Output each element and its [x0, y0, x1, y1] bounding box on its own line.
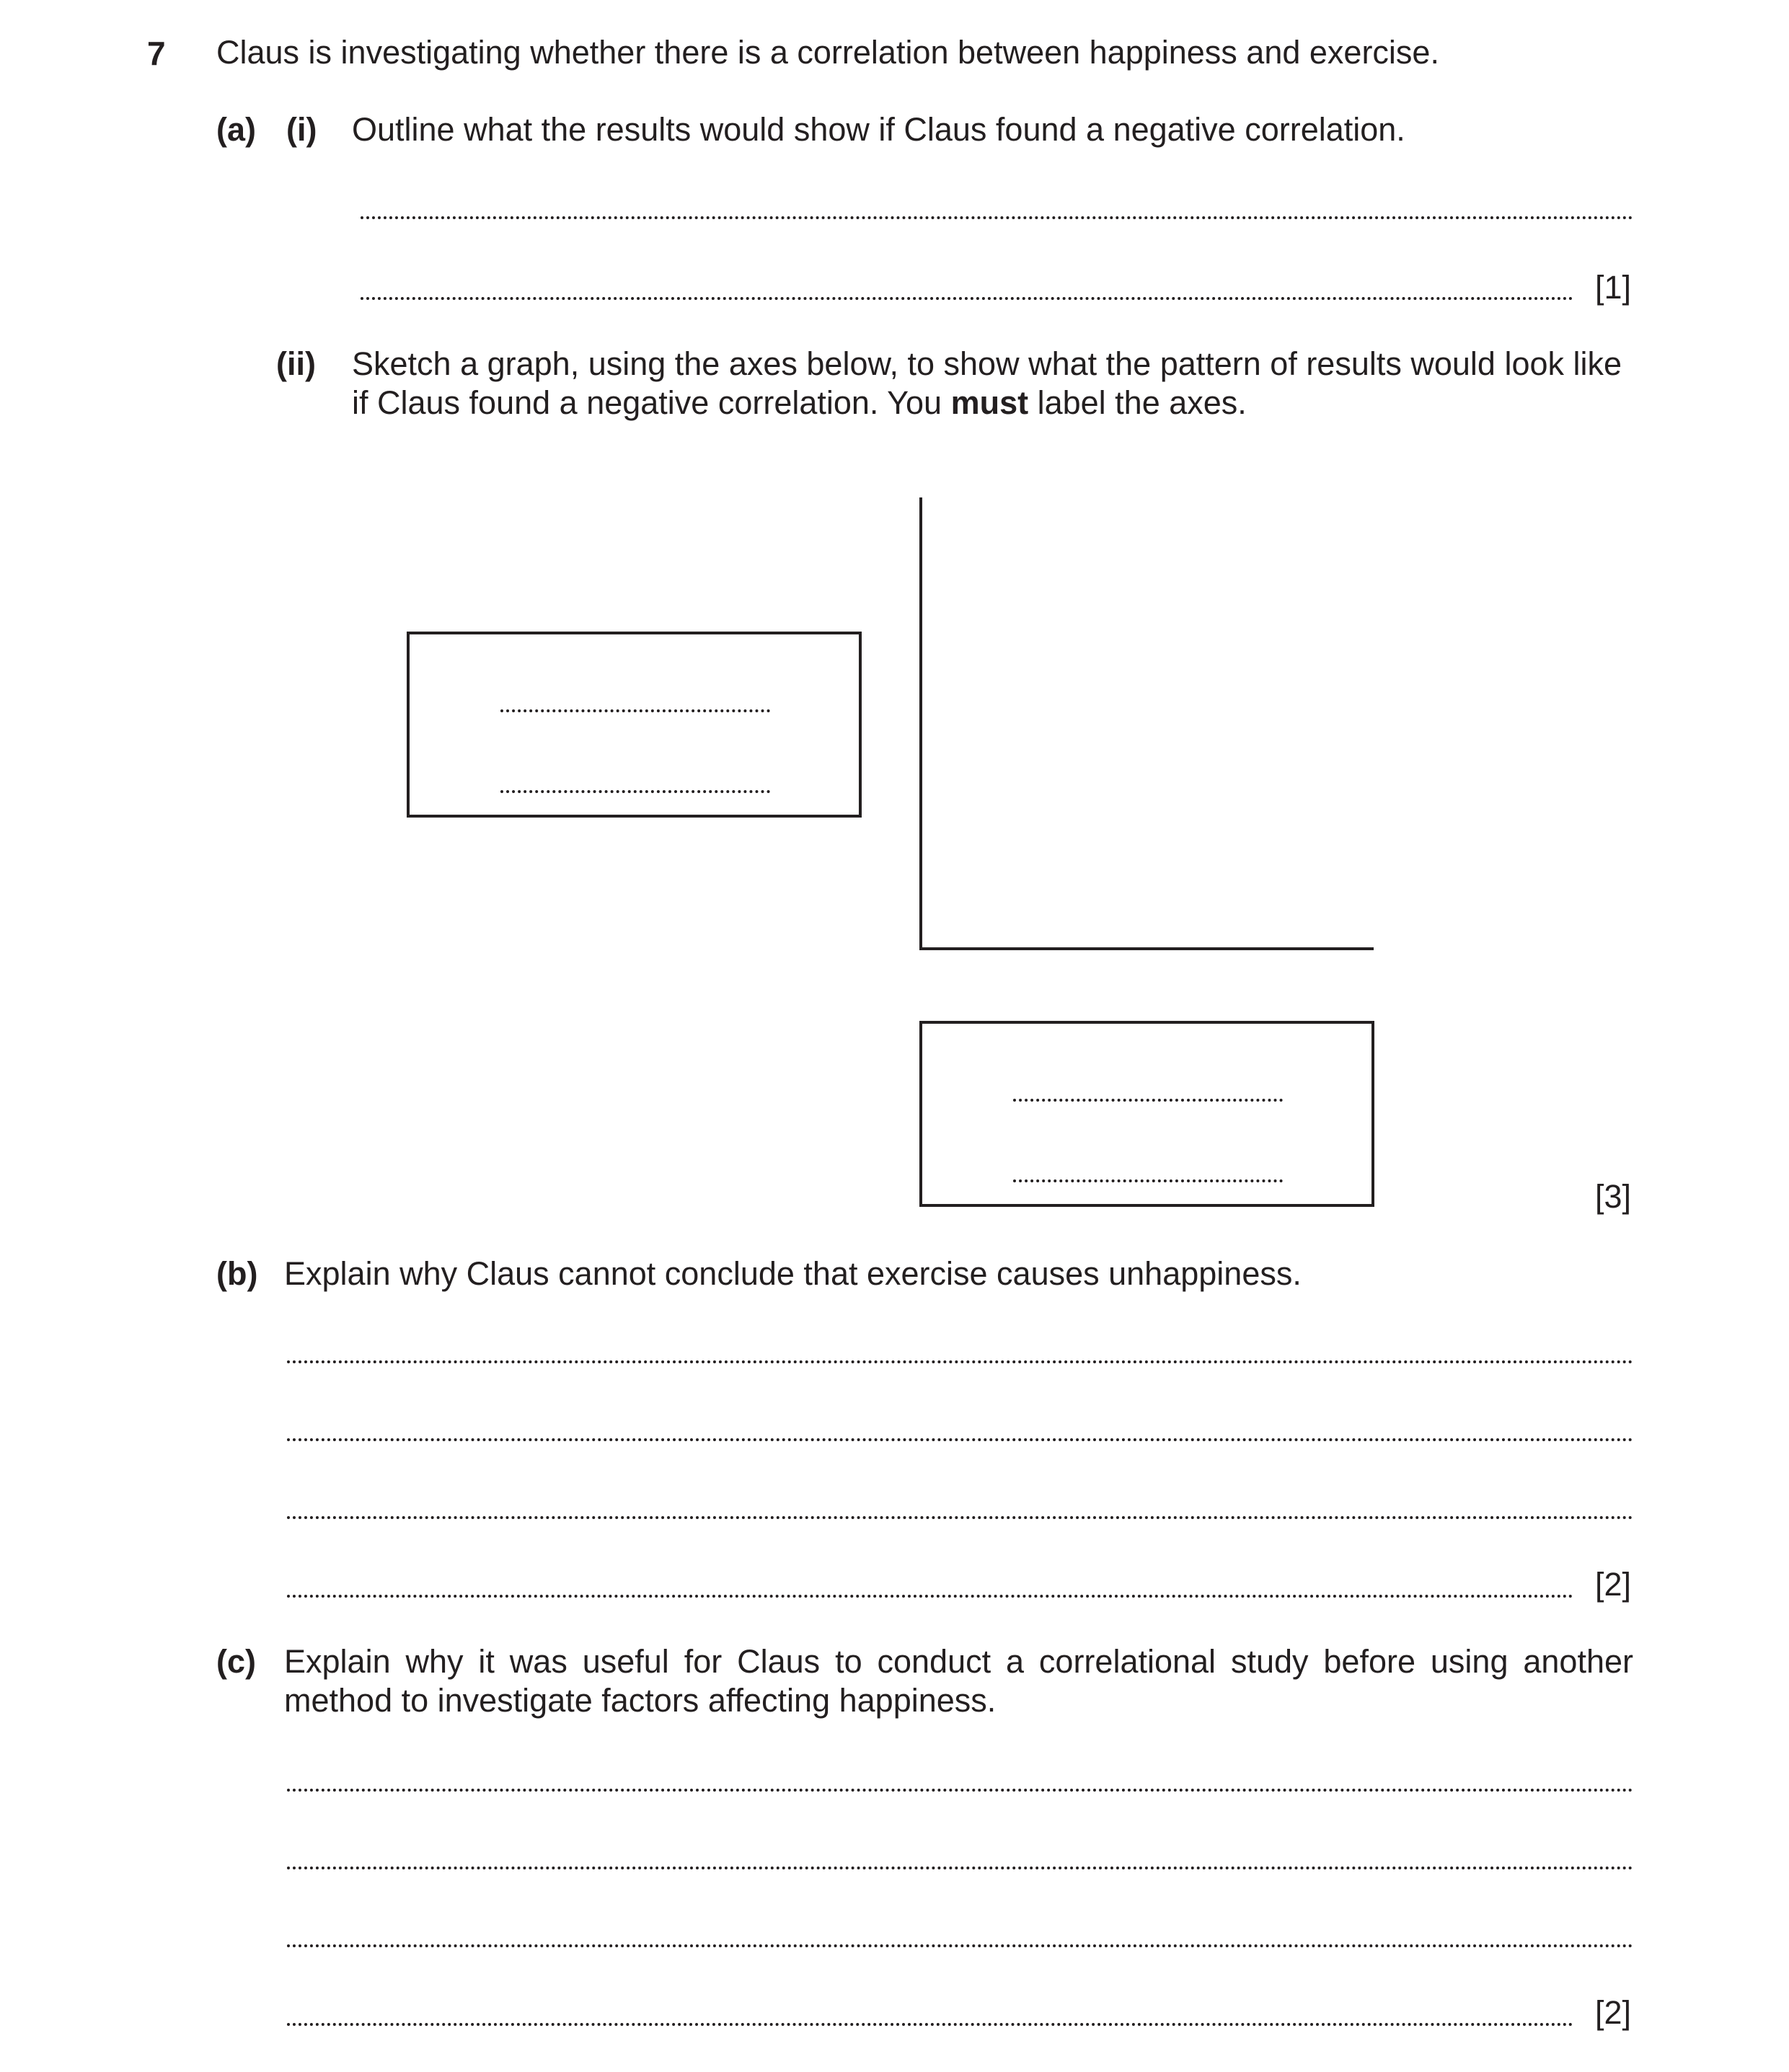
part-a-ii-line2-before: if Claus found a negative correlation. You: [352, 384, 951, 421]
x-axis: [919, 947, 1374, 950]
answer-line-a-i-2[interactable]: [361, 297, 1573, 300]
marks-a-i: [1]: [1595, 269, 1632, 306]
answer-line-c-2[interactable]: [287, 1867, 1633, 1869]
answer-line-c-1[interactable]: [287, 1789, 1633, 1792]
y-axis-label-line-1[interactable]: [500, 709, 770, 712]
y-axis-label-line-2[interactable]: [500, 790, 770, 793]
part-b-label: (b): [216, 1255, 258, 1292]
answer-line-c-3[interactable]: [287, 1944, 1633, 1947]
part-a-ii-text: [352, 345, 1635, 422]
answer-line-b-2[interactable]: [287, 1438, 1633, 1441]
marks-a-ii: [3]: [1595, 1178, 1632, 1215]
answer-line-b-4[interactable]: [287, 1595, 1573, 1598]
part-a-label: (a): [216, 111, 256, 148]
part-c-line2: method to investigate factors affecting happiness.: [284, 1682, 997, 1719]
part-a-ii-label: (ii): [276, 345, 316, 382]
answer-line-b-3[interactable]: [287, 1516, 1633, 1519]
marks-c: [2]: [1595, 1994, 1632, 2031]
x-axis-label-box[interactable]: [919, 1021, 1374, 1207]
part-c-line1: [284, 1642, 1633, 1681]
y-axis: [919, 497, 922, 950]
part-b-text: Explain why Claus cannot conclude that exercise causes unhappiness.: [284, 1255, 1302, 1292]
x-axis-label-line-2[interactable]: [1013, 1179, 1283, 1182]
x-axis-label-line-1[interactable]: [1013, 1099, 1283, 1102]
part-a-ii-line1: Sketch a graph, using the axes below, to show what the pattern of results would look like: [352, 345, 1622, 382]
answer-line-b-1[interactable]: [287, 1360, 1633, 1363]
marks-b: [2]: [1595, 1566, 1632, 1603]
answer-line-c-4[interactable]: [287, 2023, 1573, 2026]
part-a-i-label: (i): [286, 111, 317, 148]
y-axis-label-box[interactable]: [407, 632, 862, 818]
question-number: 7: [147, 35, 166, 72]
part-a-ii-line2: [352, 384, 1635, 422]
part-a-ii-line2-after: label the axes.: [1028, 384, 1247, 421]
part-c-text: [284, 1642, 1633, 1720]
question-stem: Claus is investigating whether there is a correlation between happiness and exercise.: [216, 34, 1439, 71]
part-a-ii-line2-bold: must: [950, 384, 1029, 421]
part-a-i-text: Outline what the results would show if Claus found a negative correlation.: [352, 111, 1405, 148]
part-c-label: (c): [216, 1643, 256, 1680]
answer-line-a-i-1[interactable]: [361, 216, 1633, 219]
part-c-line1-text: Explain why it was useful for Claus to conduct a correlational study before using another: [284, 1643, 1633, 1680]
